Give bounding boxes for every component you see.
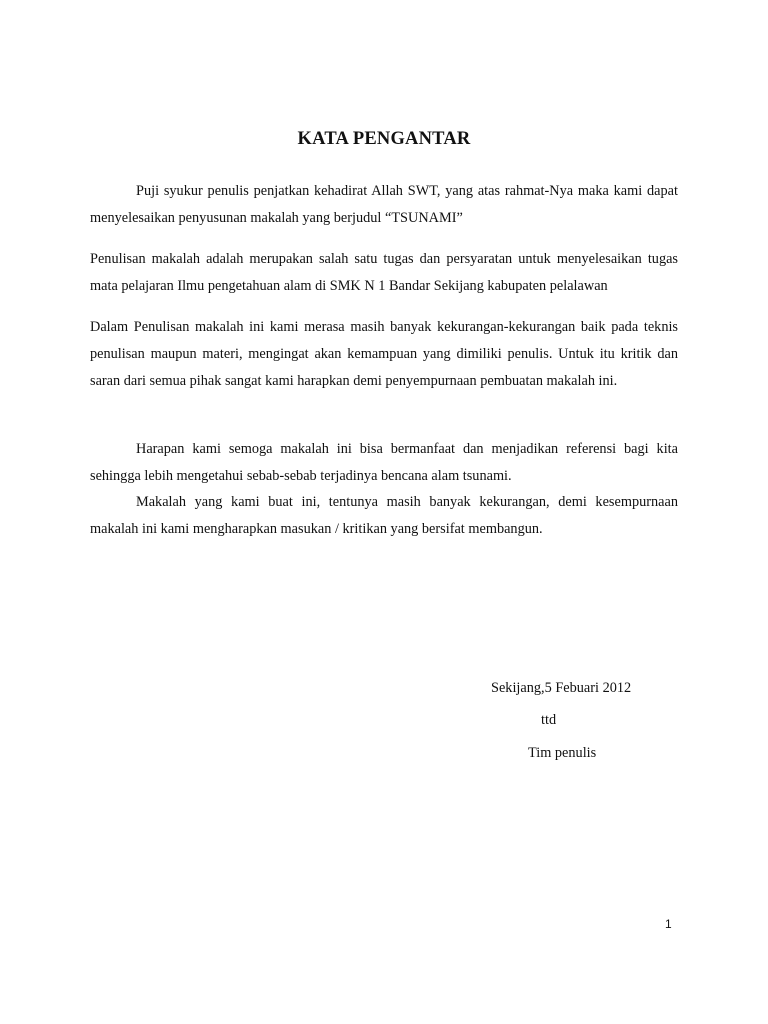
paragraph-shortcomings: Dalam Penulisan makalah ini kami merasa masih banyak kekurangan-kekurangan baik pada teknis penulisan maupun materi, mengingat akan kemampuan yang dimiliki penulis. Untuk itu kritik dan saran dari semua pihak sangat kami harapkan demi penyempurnaan pembuatan makalah ini.	[90, 319, 678, 389]
signature-ttd: ttd	[541, 712, 557, 728]
page-number: 1	[665, 917, 672, 931]
paragraph-hope: Harapan kami semoga makalah ini bisa bermanfaat dan menjadikan referensi bagi kita sehingga lebih mengetahui sebab-sebab terjadinya bencana alam tsunami.	[90, 441, 678, 484]
paragraph-purpose: Penulisan makalah adalah merupakan salah satu tugas dan persyaratan untuk menyelesaikan tugas mata pelajaran Ilmu pengetahuan alam di SMK N 1 Bandar Sekijang kabupaten pelalawan	[90, 251, 678, 294]
signature-place-date: Sekijang,5 Febuari 2012	[491, 680, 632, 696]
paragraph-opening: Puji syukur penulis penjatkan kehadirat Allah SWT, yang atas rahmat-Nya maka kami dapat menyelesaikan penyusunan makalah yang berjudul “TSUNAMI”	[90, 183, 678, 226]
page-title: KATA PENGANTAR	[297, 129, 471, 149]
signature-author: Tim penulis	[528, 745, 597, 761]
paragraph-closing: Makalah yang kami buat ini, tentunya masih banyak kekurangan, demi kesempurnaan makalah ini kami mengharapkan masukan / kritikan yang bersifat membangun.	[90, 494, 678, 537]
